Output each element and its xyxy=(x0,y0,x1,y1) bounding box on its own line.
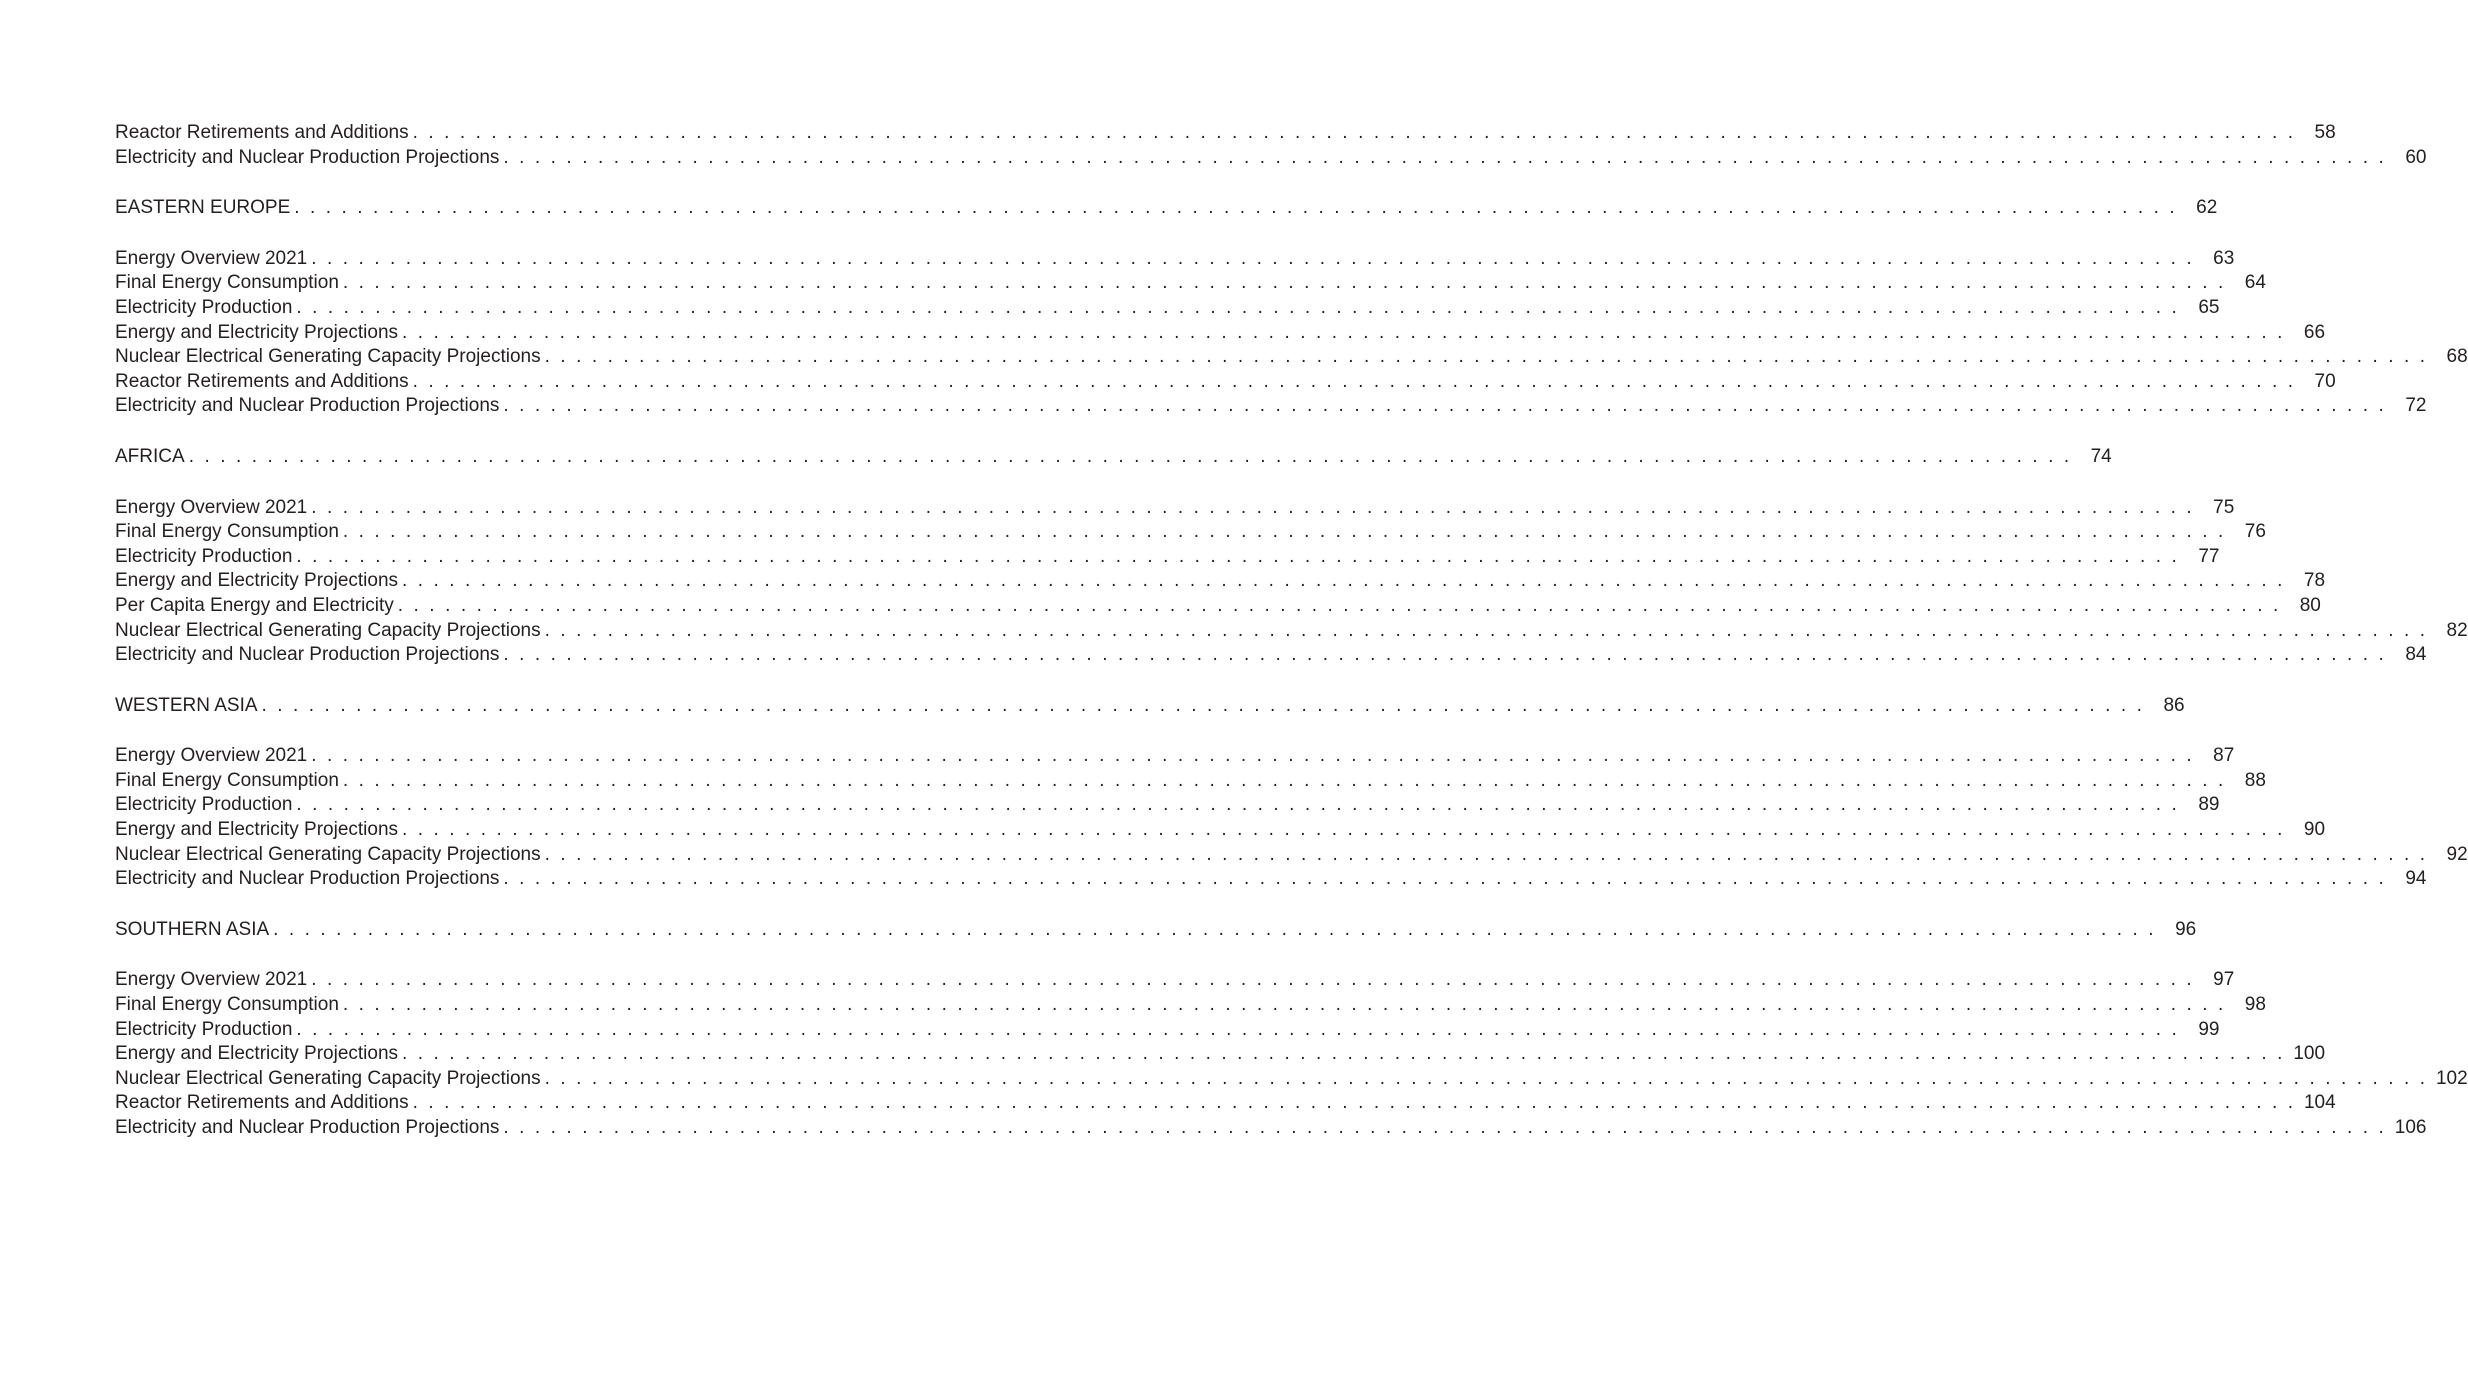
toc-entry[interactable] xyxy=(115,968,2235,993)
toc-entry-title: Energy Overview 2021 xyxy=(115,496,308,518)
toc-entry[interactable] xyxy=(115,594,2321,619)
toc-entry[interactable] xyxy=(115,496,2235,521)
toc-entry[interactable] xyxy=(115,843,2468,868)
toc-entry[interactable] xyxy=(115,1067,2468,1092)
toc-entry-title: Per Capita Energy and Electricity xyxy=(115,594,394,616)
toc-entry-page-number: 100 xyxy=(2293,1043,2326,1065)
toc-entry-page-number: 77 xyxy=(2198,545,2220,567)
toc-entry-title: Energy Overview 2021 xyxy=(115,247,308,269)
toc-entry-title: Electricity and Nuclear Production Projections xyxy=(115,1117,500,1138)
toc-entry-title: Electricity and Nuclear Production Projections xyxy=(115,146,500,168)
toc-entry-page-number: 82 xyxy=(2446,619,2468,641)
toc-entry-title: Reactor Retirements and Additions xyxy=(115,1092,409,1114)
dot-leader: . . . . . . . . . . . . . . . . . . . . . . . . . . . . . . . . . . . . . . . . . . . . . . . . . . . . . . . . . . . . . . . . . . . . . . . . . . . . . . . . . . . . . . . . . . . . . . . . . . . . . . . . . . . . . . . . . . . . . . . . xyxy=(544,619,2428,641)
dot-leader: . . . . . . . . . . . . . . . . . . . . . . . . . . . . . . . . . . . . . . . . . . . . . . . . . . . . . . . . . . . . . . . . . . . . . . . . . . . . . . . . . . . . . . . . . . . . . . . . . . . . . . . . . . . . . . . . . . . . . . . . xyxy=(342,272,2226,294)
toc-entry-title: Final Energy Consumption xyxy=(115,272,339,294)
toc-entry-page-number: 97 xyxy=(2213,969,2235,991)
toc-entry-title: WESTERN ASIA xyxy=(115,694,258,716)
toc-entry-title: Electricity and Nuclear Production Projections xyxy=(115,395,500,417)
dot-leader: . . . . . . . . . . . . . . . . . . . . . . . . . . . . . . . . . . . . . . . . . . . . . . . . . . . . . . . . . . . . . . . . . . . . . . . . . . . . . . . . . . . . . . . . . . . . . . . . . . . . . . . . . . . . . . . . . . . . . . . . xyxy=(503,1117,2387,1138)
toc-group xyxy=(115,247,2468,419)
toc-entry-title: Energy and Electricity Projections xyxy=(115,819,399,841)
toc-entry-page-number: 65 xyxy=(2198,296,2220,318)
toc-entry-page-number: 98 xyxy=(2244,994,2266,1016)
dot-leader: . . . . . . . . . . . . . . . . . . . . . . . . . . . . . . . . . . . . . . . . . . . . . . . . . . . . . . . . . . . . . . . . . . . . . . . . . . . . . . . . . . . . . . . . . . . . . . . . . . . . . . . . . . . . . . . . . . . . . . . . xyxy=(503,644,2387,666)
dot-leader: . . . . . . . . . . . . . . . . . . . . . . . . . . . . . . . . . . . . . . . . . . . . . . . . . . . . . . . . . . . . . . . . . . . . . . . . . . . . . . . . . . . . . . . . . . . . . . . . . . . . . . . . . . . . . . . . . . . . . . . . xyxy=(412,370,2296,392)
dot-leader: . . . . . . . . . . . . . . . . . . . . . . . . . . . . . . . . . . . . . . . . . . . . . . . . . . . . . . . . . . . . . . . . . . . . . . . . . . . . . . . . . . . . . . . . . . . . . . . . . . . . . . . . . . . . . . . . . . . . . . . . xyxy=(296,1018,2180,1040)
toc-group xyxy=(115,196,2218,221)
toc-group xyxy=(115,744,2468,892)
dot-leader: . . . . . . . . . . . . . . . . . . . . . . . . . . . . . . . . . . . . . . . . . . . . . . . . . . . . . . . . . . . . . . . . . . . . . . . . . . . . . . . . . . . . . . . . . . . . . . . . . . . . . . . . . . . . . . . . . . . . . . . . xyxy=(397,594,2281,616)
dot-leader: . . . . . . . . . . . . . . . . . . . . . . . . . . . . . . . . . . . . . . . . . . . . . . . . . . . . . . . . . . . . . . . . . . . . . . . . . . . . . . . . . . . . . . . . . . . . . . . . . . . . . . . . . . . . . . . . . . . . . . . . xyxy=(294,197,2178,219)
toc-entry[interactable] xyxy=(115,394,2427,419)
toc-entry-title: Electricity and Nuclear Production Projections xyxy=(115,868,500,890)
toc-entry-page-number: 70 xyxy=(2314,370,2336,392)
toc-entry-title: Final Energy Consumption xyxy=(115,994,339,1016)
toc-entry[interactable] xyxy=(115,818,2326,843)
toc-entry[interactable] xyxy=(115,1091,2336,1116)
toc-entry-title: Energy Overview 2021 xyxy=(115,745,308,767)
dot-leader: . . . . . . . . . . . . . . . . . . . . . . . . . . . . . . . . . . . . . . . . . . . . . . . . . . . . . . . . . . . . . . . . . . . . . . . . . . . . . . . . . . . . . . . . . . . . . . . . . . . . . . . . . . . . . . . . . . . . . . . . xyxy=(544,843,2428,865)
toc-entry[interactable] xyxy=(115,918,2197,943)
dot-leader: . . . . . . . . . . . . . . . . . . . . . . . . . . . . . . . . . . . . . . . . . . . . . . . . . . . . . . . . . . . . . . . . . . . . . . . . . . . . . . . . . . . . . . . . . . . . . . . . . . . . . . . . . . . . . . . . . . . . . . . . xyxy=(273,918,2157,940)
dot-leader: . . . . . . . . . . . . . . . . . . . . . . . . . . . . . . . . . . . . . . . . . . . . . . . . . . . . . . . . . . . . . . . . . . . . . . . . . . . . . . . . . . . . . . . . . . . . . . . . . . . . . . . . . . . . . . . . . . . . . . . . xyxy=(342,769,2226,791)
toc-entry-page-number: 84 xyxy=(2405,644,2427,666)
toc-group xyxy=(115,496,2468,668)
toc-entry[interactable] xyxy=(115,1018,2220,1043)
toc-entry[interactable] xyxy=(115,619,2468,644)
dot-leader: . . . . . . . . . . . . . . . . . . . . . . . . . . . . . . . . . . . . . . . . . . . . . . . . . . . . . . . . . . . . . . . . . . . . . . . . . . . . . . . . . . . . . . . . . . . . . . . . . . . . . . . . . . . . . . . . . . . . . . . . xyxy=(342,521,2226,543)
toc-entry-title: Reactor Retirements and Additions xyxy=(115,370,409,392)
toc-entry[interactable] xyxy=(115,121,2336,146)
dot-leader: . . . . . . . . . . . . . . . . . . . . . . . . . . . . . . . . . . . . . . . . . . . . . . . . . . . . . . . . . . . . . . . . . . . . . . . . . . . . . . . . . . . . . . . . . . . . . . . . . . . . . . . . . . . . . . . . . . . . . . . . xyxy=(503,868,2387,890)
dot-leader: . . . . . . . . . . . . . . . . . . . . . . . . . . . . . . . . . . . . . . . . . . . . . . . . . . . . . . . . . . . . . . . . . . . . . . . . . . . . . . . . . . . . . . . . . . . . . . . . . . . . . . . . . . . . . . . . . . . . . . . . xyxy=(188,445,2072,467)
dot-leader: . . . . . . . . . . . . . . . . . . . . . . . . . . . . . . . . . . . . . . . . . . . . . . . . . . . . . . . . . . . . . . . . . . . . . . . . . . . . . . . . . . . . . . . . . . . . . . . . . . . . . . . . . . . . . . . . . . . . . . . . xyxy=(412,1092,2296,1114)
dot-leader: . . . . . . . . . . . . . . . . . . . . . . . . . . . . . . . . . . . . . . . . . . . . . . . . . . . . . . . . . . . . . . . . . . . . . . . . . . . . . . . . . . . . . . . . . . . . . . . . . . . . . . . . . . . . . . . . . . . . . . . . xyxy=(503,146,2387,168)
toc-entry-title: Final Energy Consumption xyxy=(115,769,339,791)
toc-entry[interactable] xyxy=(115,296,2220,321)
toc-entry-page-number: 96 xyxy=(2175,918,2197,940)
dot-leader: . . . . . . . . . . . . . . . . . . . . . . . . . . . . . . . . . . . . . . . . . . . . . . . . . . . . . . . . . . . . . . . . . . . . . . . . . . . . . . . . . . . . . . . . . . . . . . . . . . . . . . . . . . . . . . . . . . . . . . . . xyxy=(261,694,2145,716)
toc-entry[interactable] xyxy=(115,643,2427,668)
toc-entry-title: AFRICA xyxy=(115,445,185,467)
toc-entry-page-number: 72 xyxy=(2405,395,2427,417)
toc-entry[interactable] xyxy=(115,769,2266,794)
toc-entry-title: EASTERN EUROPE xyxy=(115,197,291,219)
toc-entry-page-number: 99 xyxy=(2198,1018,2220,1040)
dot-leader: . . . . . . . . . . . . . . . . . . . . . . . . . . . . . . . . . . . . . . . . . . . . . . . . . . . . . . . . . . . . . . . . . . . . . . . . . . . . . . . . . . . . . . . . . . . . . . . . . . . . . . . . . . . . . . . . . . . . . . . . xyxy=(311,496,2195,518)
toc-entry-title: Electricity Production xyxy=(115,1018,293,1040)
dot-leader: . . . . . . . . . . . . . . . . . . . . . . . . . . . . . . . . . . . . . . . . . . . . . . . . . . . . . . . . . . . . . . . . . . . . . . . . . . . . . . . . . . . . . . . . . . . . . . . . . . . . . . . . . . . . . . . . . . . . . . . . xyxy=(311,969,2195,991)
toc-entry-page-number: 86 xyxy=(2163,694,2185,716)
toc-entry-page-number: 106 xyxy=(2394,1117,2427,1138)
toc-entry-page-number: 90 xyxy=(2303,819,2326,841)
toc-entry-title: Energy and Electricity Projections xyxy=(115,1043,399,1065)
dot-leader: . . . . . . . . . . . . . . . . . . . . . . . . . . . . . . . . . . . . . . . . . . . . . . . . . . . . . . . . . . . . . . . . . . . . . . . . . . . . . . . . . . . . . . . . . . . . . . . . . . . . . . . . . . . . . . . . . . . . . . . . xyxy=(296,296,2180,318)
dot-leader: . . . . . . . . . . . . . . . . . . . . . . . . . . . . . . . . . . . . . . . . . . . . . . . . . . . . . . . . . . . . . . . . . . . . . . . . . . . . . . . . . . . . . . . . . . . . . . . . . . . . . . . . . . . . . . . . . . . . . . . . xyxy=(412,122,2296,143)
toc-entry[interactable] xyxy=(115,271,2266,296)
toc-group xyxy=(115,968,2468,1140)
dot-leader: . . . . . . . . . . . . . . . . . . . . . . . . . . . . . . . . . . . . . . . . . . . . . . . . . . . . . . . . . . . . . . . . . . . . . . . . . . . . . . . . . . . . . . . . . . . . . . . . . . . . . . . . . . . . . . . . . . . . . . . . xyxy=(311,745,2195,767)
toc-entry-page-number: 60 xyxy=(2405,146,2427,168)
dot-leader: . . . . . . . . . . . . . . . . . . . . . . . . . . . . . . . . . . . . . . . . . . . . . . . . . . . . . . . . . . . . . . . . . . . . . . . . . . . . . . . . . . . . . . . . . . . . . . . . . . . . . . . . . . . . . . . . . . . . . . . . xyxy=(544,1067,2428,1089)
toc-entry-page-number: 74 xyxy=(2090,445,2112,467)
toc-entry-page-number: 87 xyxy=(2213,745,2235,767)
toc-entry-page-number: 104 xyxy=(2303,1092,2336,1114)
toc-entry-title: Nuclear Electrical Generating Capacity Projections xyxy=(115,843,541,865)
toc-entry-page-number: 62 xyxy=(2196,197,2218,219)
toc-entry[interactable] xyxy=(115,1042,2326,1067)
dot-leader: . . . . . . . . . . . . . . . . . . . . . . . . . . . . . . . . . . . . . . . . . . . . . . . . . . . . . . . . . . . . . . . . . . . . . . . . . . . . . . . . . . . . . . . . . . . . . . . . . . . . . . . . . . . . . . . . . . . . . . . . xyxy=(544,346,2428,368)
toc-entry-page-number: 68 xyxy=(2446,346,2468,368)
toc-entry-page-number: 88 xyxy=(2244,769,2266,791)
toc-entry-title: Energy Overview 2021 xyxy=(115,969,308,991)
toc-entry-title: Nuclear Electrical Generating Capacity Projections xyxy=(115,619,541,641)
dot-leader: . . . . . . . . . . . . . . . . . . . . . . . . . . . . . . . . . . . . . . . . . . . . . . . . . . . . . . . . . . . . . . . . . . . . . . . . . . . . . . . . . . . . . . . . . . . . . . . . . . . . . . . . . . . . . . . . . . . . . . . . xyxy=(402,570,2286,592)
dot-leader: . . . . . . . . . . . . . . . . . . . . . . . . . . . . . . . . . . . . . . . . . . . . . . . . . . . . . . . . . . . . . . . . . . . . . . . . . . . . . . . . . . . . . . . . . . . . . . . . . . . . . . . . . . . . . . . . . . . . . . . . xyxy=(402,819,2286,841)
toc-entry[interactable] xyxy=(115,520,2266,545)
table-of-contents xyxy=(115,121,2468,1141)
toc-entry[interactable] xyxy=(115,569,2326,594)
dot-leader: . . . . . . . . . . . . . . . . . . . . . . . . . . . . . . . . . . . . . . . . . . . . . . . . . . . . . . . . . . . . . . . . . . . . . . . . . . . . . . . . . . . . . . . . . . . . . . . . . . . . . . . . . . . . . . . . . . . . . . . . xyxy=(503,395,2387,417)
dot-leader: . . . . . . . . . . . . . . . . . . . . . . . . . . . . . . . . . . . . . . . . . . . . . . . . . . . . . . . . . . . . . . . . . . . . . . . . . . . . . . . . . . . . . . . . . . . . . . . . . . . . . . . . . . . . . . . . . . . . . . . . xyxy=(296,794,2180,816)
dot-leader: . . . . . . . . . . . . . . . . . . . . . . . . . . . . . . . . . . . . . . . . . . . . . . . . . . . . . . . . . . . . . . . . . . . . . . . . . . . . . . . . . . . . . . . . . . . . . . . . . . . . . . . . . . . . . . . . . . . . . . . . xyxy=(296,545,2180,567)
toc-entry-title: Final Energy Consumption xyxy=(115,521,339,543)
toc-entry[interactable] xyxy=(115,867,2427,892)
toc-entry-title: Electricity Production xyxy=(115,545,293,567)
toc-entry[interactable] xyxy=(115,321,2326,346)
toc-entry-title: Electricity Production xyxy=(115,794,293,816)
toc-entry[interactable] xyxy=(115,793,2220,818)
toc-entry[interactable] xyxy=(115,694,2185,719)
toc-entry[interactable] xyxy=(115,445,2112,470)
toc-entry-title: Electricity Production xyxy=(115,296,293,318)
toc-entry-page-number: 78 xyxy=(2303,570,2326,592)
toc-entry[interactable] xyxy=(115,196,2218,221)
toc-group xyxy=(115,121,2427,170)
toc-entry-page-number: 92 xyxy=(2446,843,2468,865)
toc-entry-page-number: 76 xyxy=(2244,521,2266,543)
toc-entry-page-number: 63 xyxy=(2213,247,2235,269)
toc-group xyxy=(115,445,2112,470)
toc-entry-page-number: 94 xyxy=(2405,868,2427,890)
toc-entry-title: Reactor Retirements and Additions xyxy=(115,122,409,143)
toc-entry-title: Electricity and Nuclear Production Projections xyxy=(115,644,500,666)
toc-entry[interactable] xyxy=(115,146,2427,171)
toc-entry-title: SOUTHERN ASIA xyxy=(115,918,270,940)
toc-entry-page-number: 75 xyxy=(2213,496,2235,518)
toc-entry-page-number: 89 xyxy=(2198,794,2220,816)
toc-entry-page-number: 80 xyxy=(2299,594,2321,616)
toc-entry-title: Nuclear Electrical Generating Capacity Projections xyxy=(115,1067,541,1089)
toc-entry[interactable] xyxy=(115,370,2336,395)
toc-group xyxy=(115,918,2197,943)
toc-entry-page-number: 64 xyxy=(2244,272,2266,294)
dot-leader: . . . . . . . . . . . . . . . . . . . . . . . . . . . . . . . . . . . . . . . . . . . . . . . . . . . . . . . . . . . . . . . . . . . . . . . . . . . . . . . . . . . . . . . . . . . . . . . . . . . . . . . . . . . . . . . . . . . . . . . . xyxy=(402,1043,2286,1065)
toc-entry-title: Nuclear Electrical Generating Capacity Projections xyxy=(115,346,541,368)
toc-entry[interactable] xyxy=(115,1116,2427,1141)
toc-entry[interactable] xyxy=(115,545,2220,570)
toc-entry-page-number: 58 xyxy=(2314,122,2336,143)
toc-entry[interactable] xyxy=(115,345,2468,370)
toc-entry-page-number: 66 xyxy=(2303,321,2326,343)
toc-entry[interactable] xyxy=(115,993,2266,1018)
toc-entry-title: Energy and Electricity Projections xyxy=(115,321,399,343)
dot-leader: . . . . . . . . . . . . . . . . . . . . . . . . . . . . . . . . . . . . . . . . . . . . . . . . . . . . . . . . . . . . . . . . . . . . . . . . . . . . . . . . . . . . . . . . . . . . . . . . . . . . . . . . . . . . . . . . . . . . . . . . xyxy=(402,321,2286,343)
dot-leader: . . . . . . . . . . . . . . . . . . . . . . . . . . . . . . . . . . . . . . . . . . . . . . . . . . . . . . . . . . . . . . . . . . . . . . . . . . . . . . . . . . . . . . . . . . . . . . . . . . . . . . . . . . . . . . . . . . . . . . . . xyxy=(342,994,2226,1016)
toc-group xyxy=(115,694,2185,719)
toc-entry[interactable] xyxy=(115,744,2235,769)
toc-entry-page-number: 102 xyxy=(2435,1067,2468,1089)
toc-entry-title: Energy and Electricity Projections xyxy=(115,570,399,592)
dot-leader: . . . . . . . . . . . . . . . . . . . . . . . . . . . . . . . . . . . . . . . . . . . . . . . . . . . . . . . . . . . . . . . . . . . . . . . . . . . . . . . . . . . . . . . . . . . . . . . . . . . . . . . . . . . . . . . . . . . . . . . . xyxy=(311,247,2195,269)
toc-entry[interactable] xyxy=(115,247,2235,272)
